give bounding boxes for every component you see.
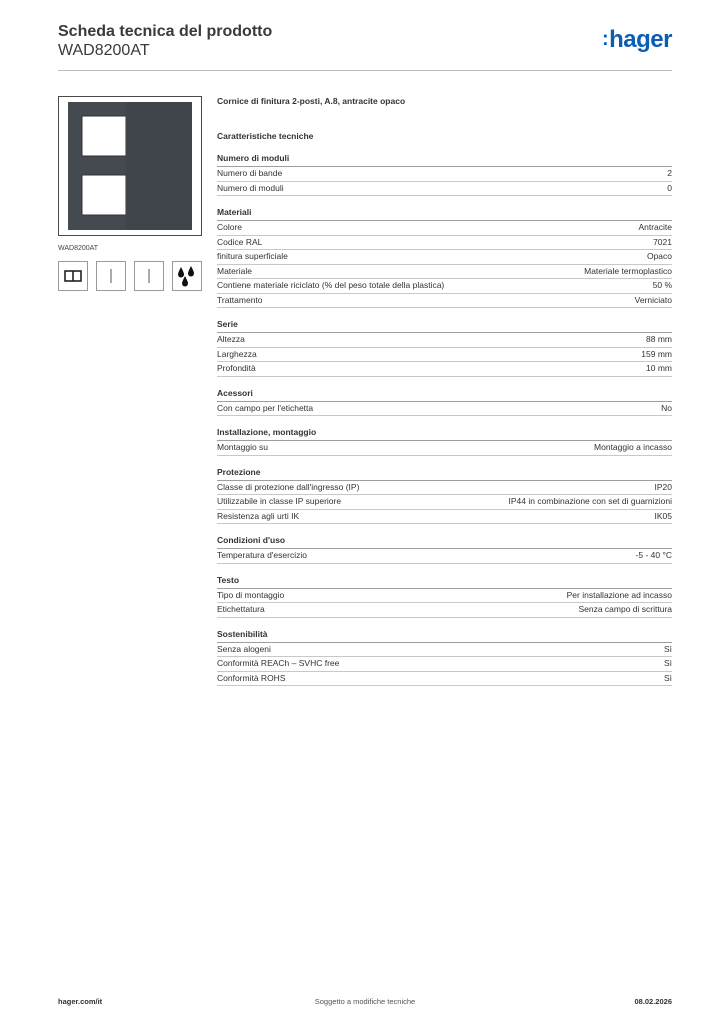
- image-caption: WAD8200AT: [58, 245, 99, 252]
- spec-value: Senza campo di scrittura: [578, 604, 672, 614]
- footer-website-link[interactable]: hager.com/it: [58, 997, 103, 1006]
- spec-value: 0: [667, 182, 672, 193]
- spec-label: Numero di bande: [217, 168, 283, 178]
- feature-icons: [58, 261, 202, 291]
- section-title: Installazione, montaggio: [217, 427, 672, 441]
- spec-value: Montaggio a incasso: [594, 442, 672, 452]
- spec-value: Materiale termoplastico: [584, 265, 672, 276]
- spec-label: Numero di moduli: [217, 182, 284, 193]
- spec-label: Larghezza: [217, 348, 257, 359]
- spec-label: Con campo per l'etichetta: [217, 402, 314, 413]
- spec-row: [217, 333, 672, 348]
- page-title: Scheda tecnica del prodotto: [58, 23, 273, 40]
- footer-date: 08.02.2026: [634, 997, 672, 1006]
- product-description: Cornice di finitura 2-posti, A.8, antracite opaco: [217, 96, 406, 106]
- product-panel: [58, 96, 202, 291]
- spec-sections: [217, 153, 672, 686]
- spec-value: 2: [667, 168, 672, 178]
- footer-note: Soggetto a modifiche tecniche: [314, 997, 416, 1006]
- spec-value: Sì: [663, 672, 672, 683]
- spec-value: -5 - 40 °C: [635, 550, 672, 560]
- spec-label: Tipo di montaggio: [217, 589, 285, 600]
- page-header: [58, 20, 672, 71]
- section-title: Serie: [217, 319, 672, 333]
- spec-label: Etichettatura: [217, 604, 265, 614]
- spec-value: Opaco: [646, 251, 672, 261]
- spec-label: Temperatura d'esercizio: [217, 550, 307, 560]
- spec-value: IP20: [654, 481, 672, 492]
- water-drops-icon: [172, 261, 202, 291]
- spec-row: [217, 182, 672, 197]
- spec-value: Sì: [663, 643, 672, 654]
- spec-value: 88 mm: [646, 334, 672, 344]
- spec-section: [217, 575, 672, 618]
- spec-value: Antracite: [638, 222, 672, 232]
- section-title: Sostenibilità: [217, 629, 672, 643]
- spec-label: finitura superficiale: [217, 251, 288, 261]
- spec-label: Colore: [217, 222, 243, 232]
- spec-row: [217, 348, 672, 363]
- section-title: Protezione: [217, 467, 672, 481]
- spec-row: [217, 250, 672, 265]
- spec-row: [217, 221, 672, 236]
- spec-section: [217, 153, 672, 196]
- spec-value: Per installazione ad incasso: [566, 589, 672, 600]
- spec-label: Trattamento: [217, 294, 263, 305]
- spec-row: [217, 589, 672, 604]
- spec-row: [217, 672, 672, 687]
- spec-row: [217, 643, 672, 658]
- spec-value: Verniciato: [634, 294, 672, 305]
- spec-section: [217, 467, 672, 525]
- product-code: WAD8200AT: [58, 42, 150, 59]
- frame-illustration: [59, 97, 201, 235]
- spec-row: [217, 495, 672, 510]
- spec-row: [217, 362, 672, 377]
- spec-value: 10 mm: [646, 363, 672, 373]
- spec-section: [217, 319, 672, 377]
- spec-row: [217, 167, 672, 182]
- spec-label: Utilizzabile in classe IP superiore: [217, 496, 342, 506]
- product-image: [58, 96, 202, 236]
- spec-label: Resistenza agli urti IK: [217, 510, 300, 521]
- spec-section: [217, 388, 672, 417]
- spec-value: 50 %: [652, 280, 672, 290]
- section-title: Acessori: [217, 388, 672, 402]
- spec-value: 159 mm: [641, 348, 672, 359]
- double-socket-icon: [58, 261, 88, 291]
- spec-section: [217, 207, 672, 308]
- spec-label: Materiale: [217, 265, 252, 276]
- spec-section: [217, 535, 672, 564]
- spec-value: 7021: [653, 236, 672, 247]
- spec-row: [217, 510, 672, 525]
- spec-value: Sì: [663, 658, 672, 668]
- section-title: Numero di moduli: [217, 153, 672, 167]
- spec-row: [217, 236, 672, 251]
- single-line-icon: [134, 261, 164, 291]
- spec-label: Montaggio su: [217, 442, 269, 452]
- spec-label: Conformità REACh – SVHC free: [217, 658, 340, 668]
- tech-heading: Caratteristiche tecniche: [217, 131, 314, 141]
- spec-row: [217, 279, 672, 294]
- section-title: Materiali: [217, 207, 672, 221]
- section-title: Condizioni d'uso: [217, 535, 672, 549]
- spec-section: [217, 427, 672, 456]
- spec-row: [217, 603, 672, 618]
- spec-row: [217, 402, 672, 417]
- spec-section: [217, 629, 672, 687]
- spec-label: Conformità ROHS: [217, 672, 286, 683]
- spec-value: No: [661, 402, 672, 413]
- spec-row: [217, 265, 672, 280]
- spec-row: [217, 657, 672, 672]
- spec-row: [217, 481, 672, 496]
- spec-value: IP44 in combinazione con set di guarnizioni: [508, 496, 672, 506]
- spec-row: [217, 294, 672, 309]
- hager-logo: :hager: [601, 26, 672, 53]
- section-title: Testo: [217, 575, 672, 589]
- spec-label: Profondità: [217, 363, 256, 373]
- spec-value: IK05: [654, 510, 672, 521]
- spec-row: [217, 549, 672, 564]
- spec-label: Codice RAL: [217, 236, 263, 247]
- spec-label: Contiene materiale riciclato (% del peso totale della plastica): [217, 280, 445, 290]
- spec-content: [217, 96, 672, 686]
- spec-label: Altezza: [217, 334, 245, 344]
- spec-label: Senza alogeni: [217, 643, 271, 654]
- spec-label: Classe di protezione dall'ingresso (IP): [217, 481, 360, 492]
- single-line-icon: [96, 261, 126, 291]
- spec-row: [217, 441, 672, 456]
